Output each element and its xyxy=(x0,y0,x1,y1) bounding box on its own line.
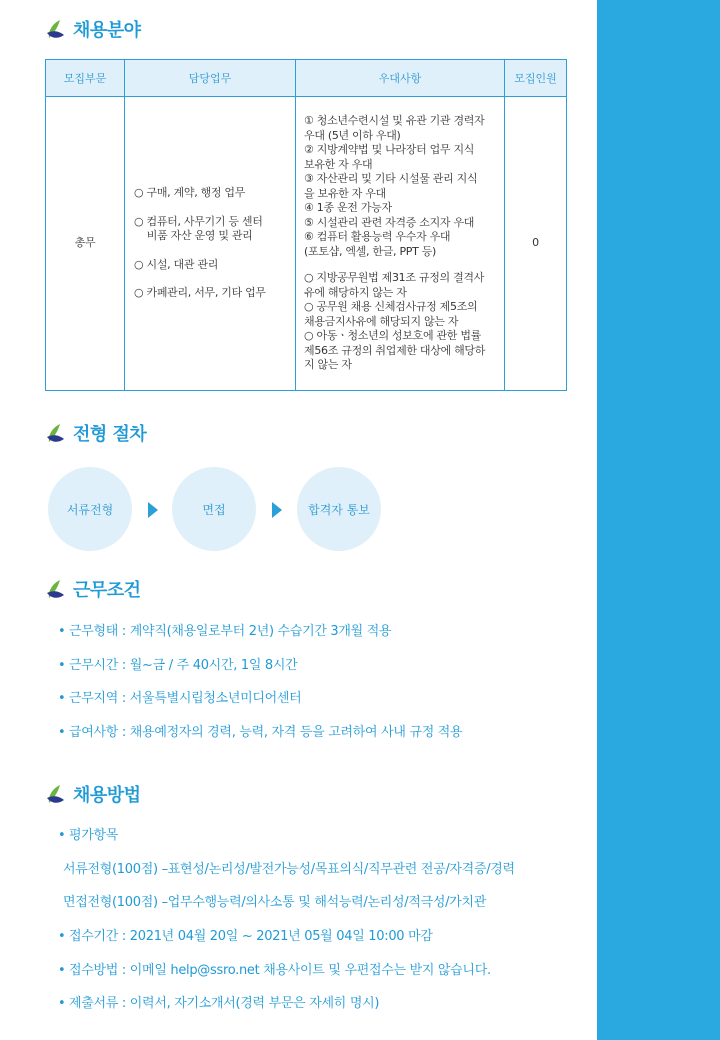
application-method: • 접수방법 : 이메일 help@ssro.net 채용사이트 및 우편접수는 받지 않습니다. xyxy=(58,963,491,978)
leaf-icon xyxy=(46,783,66,805)
step-final-notice: 합격자 통보 xyxy=(297,467,381,551)
condition-employment-type: • 근무형태 : 계약직(채용일로부터 2년) 수습기간 3개월 적용 xyxy=(58,624,392,639)
dept-cell: 총무 xyxy=(46,97,125,391)
condition-location: • 근무지역 : 서울특별시립청소년미디어센터 xyxy=(58,691,302,706)
leaf-icon xyxy=(46,578,66,600)
table-row xyxy=(46,97,567,391)
section-title: 채용분야 xyxy=(73,20,141,41)
duty-item: ○ 컴퓨터, 사무기기 등 센터 비품 자산 운영 및 관리 xyxy=(134,214,263,243)
duties-cell xyxy=(125,97,296,391)
step-document-screening: 서류전형 xyxy=(48,467,132,551)
duty-item: ○ 구매, 계약, 행정 업무 xyxy=(134,186,246,200)
triangle-right-icon xyxy=(272,502,282,518)
section-title: 채용방법 xyxy=(73,785,141,806)
leaf-icon xyxy=(46,18,66,40)
section-method xyxy=(46,781,141,807)
header-dept: 모집부문 xyxy=(46,60,125,97)
section-title: 근무조건 xyxy=(73,580,141,601)
section-process xyxy=(46,420,146,446)
triangle-right-icon xyxy=(148,502,158,518)
condition-hours: • 근무시간 : 월~금 / 주 40시간, 1일 8시간 xyxy=(58,658,298,673)
disqualification-list: ○ 지방공무원법 제31조 규정의 결격사 유에 해당하지 않는 자 ○ 공무원 채용 신체검사규정 제5조의 채용금지사유에 해당되지 않는 자 ○ 아동ㆍ청소년의 성보호에 관한 법률 제56조 규정의 취업제한 대상에 해당하 지 않는 자 xyxy=(304,271,486,372)
header-duties: 담당업무 xyxy=(125,60,296,97)
step-interview: 면접 xyxy=(172,467,256,551)
side-color-bar xyxy=(597,0,720,1040)
count-cell: 0 xyxy=(505,97,567,391)
duty-item: ○ 시설, 대관 관리 xyxy=(134,257,219,271)
preference-list: ① 청소년수련시설 및 유관 기관 경력자 우대 (5년 이하 우대) ② 지방계약법 및 나라장터 업무 지식 보유한 자 우대 ③ 자산관리 및 기타 시설물 관리 지식 을 보유한 자 우대 ④ 1종 운전 가능자 ⑤ 시설관리 관련 자격증 소지자 우대 ⑥ 컴퓨터 활용능력 우수자 우대 (포토샵, 엑셀, 한글, PPT 등) xyxy=(304,114,485,258)
section-recruit-field xyxy=(46,16,141,42)
header-preferences: 우대사항 xyxy=(296,60,505,97)
recruit-table xyxy=(45,59,567,391)
interview-criteria: 면접전형(100점) –업무수행능력/의사소통 및 해석능력/논리성/적극성/가치관 xyxy=(63,895,486,910)
header-count: 모집인원 xyxy=(505,60,567,97)
section-title: 전형 절차 xyxy=(73,424,147,445)
required-documents: • 제출서류 : 이력서, 자기소개서(경력 부문은 자세히 명시) xyxy=(58,996,380,1011)
eval-items-label: • 평가항목 xyxy=(58,828,119,843)
section-conditions xyxy=(46,576,141,602)
preferences-cell xyxy=(296,97,505,391)
condition-salary: • 급여사항 : 채용예정자의 경력, 능력, 자격 등을 고려하여 사내 규정 적용 xyxy=(58,725,463,740)
application-period: • 접수기간 : 2021년 04월 20일 ~ 2021년 05월 04일 10:00 마감 xyxy=(58,929,433,944)
duty-item: ○ 카페관리, 서무, 기타 업무 xyxy=(134,286,266,300)
doc-screening-criteria: 서류전형(100점) –표현성/논리성/발전가능성/목표의식/직무관련 전공/자격증/경력 xyxy=(63,862,515,877)
leaf-icon xyxy=(46,422,66,444)
